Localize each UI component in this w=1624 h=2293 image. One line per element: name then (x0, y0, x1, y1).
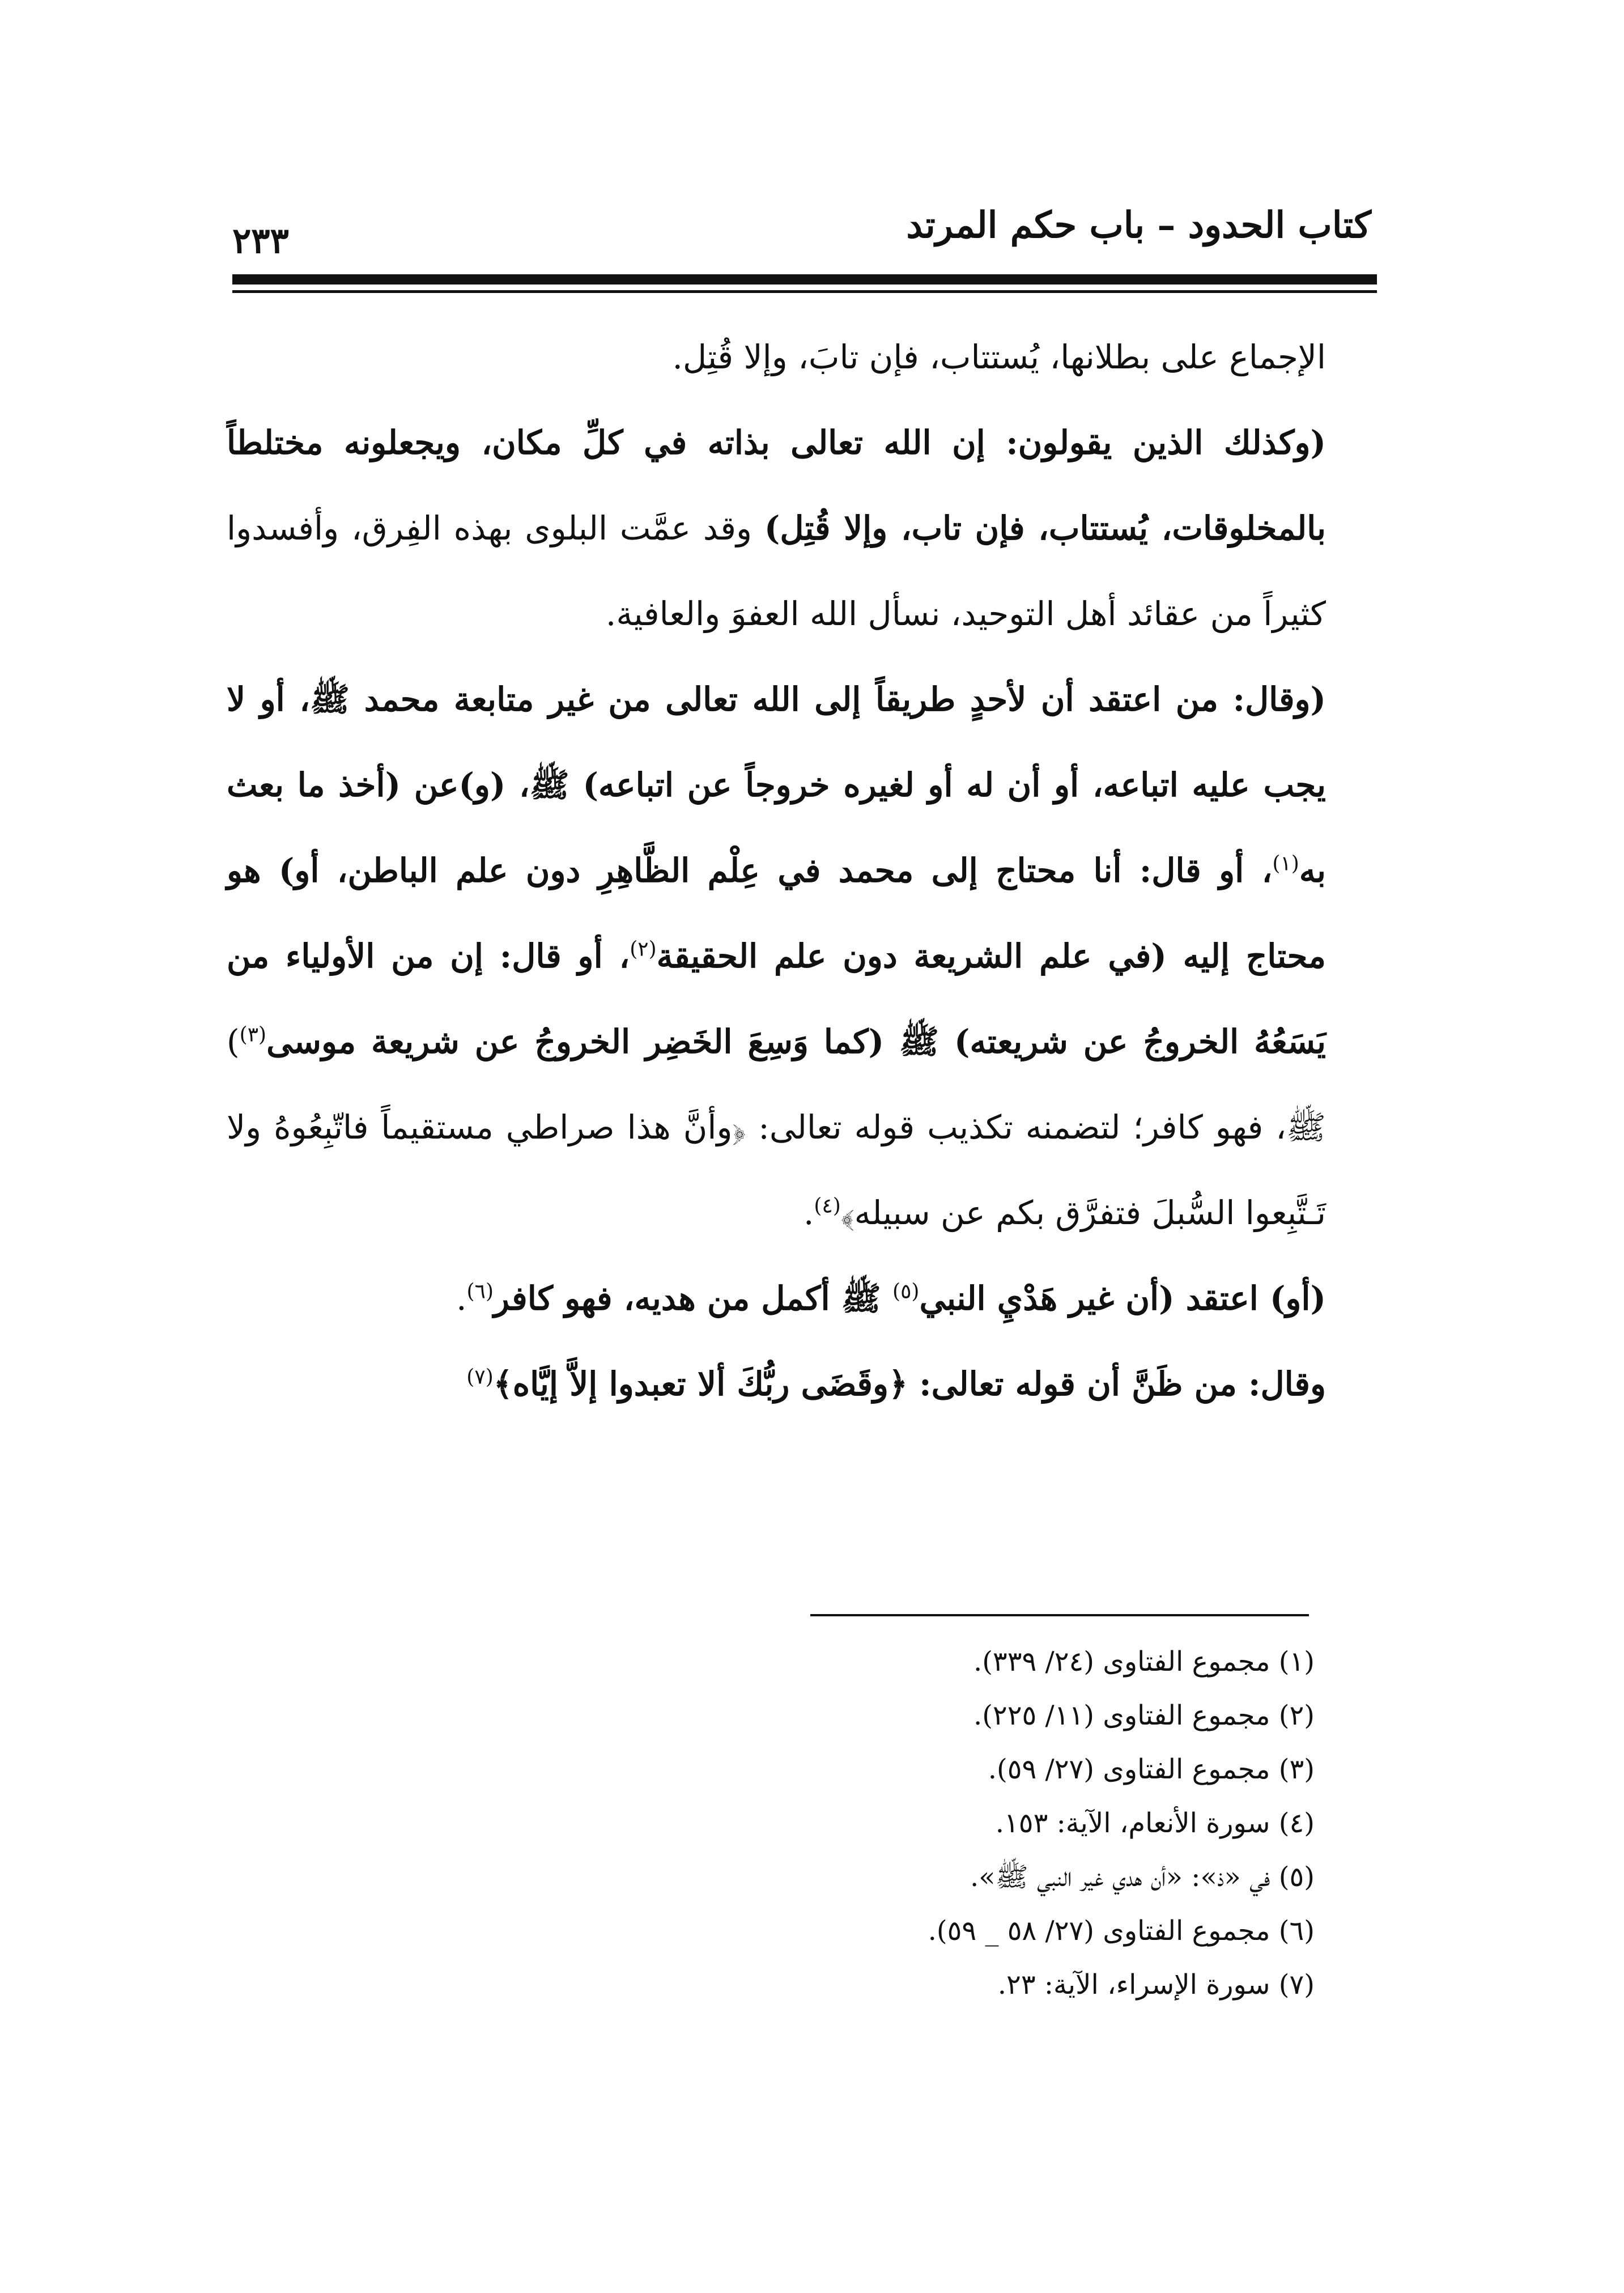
header-rule-thick (232, 274, 1377, 284)
paragraph-4-part-1: (أو) اعتقد (أن غير هَدْيِ النبي (919, 1279, 1326, 1318)
paragraph-3-part-5: ) ﷺ، فهو كافر؛ لتضمنه تكذيب قوله تعالى: ﴿وأنَّ هذا صراطي مستقيماً فاتّبِعُوهُ ولا تَـتَّبِعوا السُّبلَ فتفرَّق بكم عن سبيله﴾ (227, 1022, 1326, 1232)
footnote-ref-4: (٤) (814, 1194, 841, 1218)
paragraph-1 (227, 315, 1326, 400)
footnote-7: (٧) سورة الإسراء، الآية: ٢٣. (997, 1969, 1315, 2001)
header-rule-thin (232, 290, 1377, 293)
footnote-4: (٤) سورة الأنعام، الآية: ١٥٣. (995, 1807, 1315, 1839)
paragraph-1-text: الإجماع على بطلانها، يُستتاب، فإن تابَ، وإلا قُتِل. (672, 338, 1326, 376)
paragraph-3-part-3: ، أو قال: أنا محتاج إلى محمد في عِلْم الظَّاهِرِ دون علم الباطن، أو) هو محتاج إليه (في علم الشريعة دون علم الحقيقة (227, 851, 1326, 975)
footnote-2: (٢) مجموع الفتاوى (١١/ ٢٢٥). (973, 1700, 1315, 1731)
footnote-ref-7: (٧) (466, 1365, 494, 1389)
paragraph-3-part-4: ، أو قال: إن من الأولياء من يَسَعُهُ الخروجُ عن شريعته) ﷺ (كما وَسِعَ الخَضِر الخروجُ عن شريعة موسى (227, 937, 1326, 1061)
paragraph-4-part-2: ﷺ أكمل من هديه، فهو كافر (493, 1279, 893, 1318)
paragraph-2-rest: وقد عمَّت البلوى بهذه الفِرق، وأفسدوا كثيراً من عقائد أهل التوحيد، نسأل الله العفوَ والعافية. (227, 509, 1326, 633)
footnote-1: (١) مجموع الفتاوى (٢٤/ ٣٣٩). (973, 1646, 1315, 1678)
paragraph-3-part-1: (وقال: من اعتقد أن لأحدٍ طريقاً إلى الله تعالى من غير متابعة محمد ﷺ، أو لا يجب عليه اتباعه، أو أن له أو لغيره خروجاً عن اتباعه) ﷺ، (و)عن (227, 680, 1326, 804)
body-text (227, 315, 1326, 1427)
paragraph-3-part-2: (أخذ ما بعث به (227, 766, 1326, 890)
header-title: كتاب الحدود – باب حكم المرتد (906, 204, 1371, 247)
paragraph-3-part-6: . (803, 1194, 814, 1232)
footnote-3: (٣) مجموع الفتاوى (٢٧/ ٥٩). (988, 1753, 1315, 1785)
footnote-ref-3: (٣) (239, 1023, 267, 1047)
footnote-ref-1: (١) (1272, 852, 1299, 876)
paragraph-2 (227, 400, 1326, 657)
paragraph-4 (227, 1256, 1326, 1341)
footnote-5: (٥) في «ذ»: «أن هدي غير النبي ﷺ». (970, 1861, 1315, 1893)
paragraph-3 (227, 657, 1326, 1256)
footnote-6: (٦) مجموع الفتاوى (٢٧/ ٥٨ _ ٥٩). (928, 1915, 1315, 1947)
paragraph-5-text: وقال: من ظَنَّ أن قوله تعالى: ﴿وقَضَى ربُّكَ ألا تعبدوا إلاَّ إيَّاه﴾ (493, 1365, 1326, 1403)
paragraph-5 (227, 1341, 1326, 1427)
footnotes (227, 1635, 1315, 2012)
footnote-ref-5: (٥) (892, 1280, 920, 1303)
running-header (221, 204, 1371, 272)
footnote-separator (810, 1614, 1309, 1616)
footnote-ref-2: (٢) (630, 937, 657, 961)
page-number: ٢٣٣ (232, 220, 289, 261)
paragraph-2-bold: (وكذلك الذين يقولون: إن الله تعالى بذاته في كلِّ مكان، ويجعلونه مختلطاً بالمخلوقات، يُستتاب، فإن تاب، وإلا قُتِل) (227, 423, 1326, 547)
footnote-ref-6: (٦) (466, 1280, 494, 1303)
paragraph-4-part-3: . (456, 1279, 467, 1318)
